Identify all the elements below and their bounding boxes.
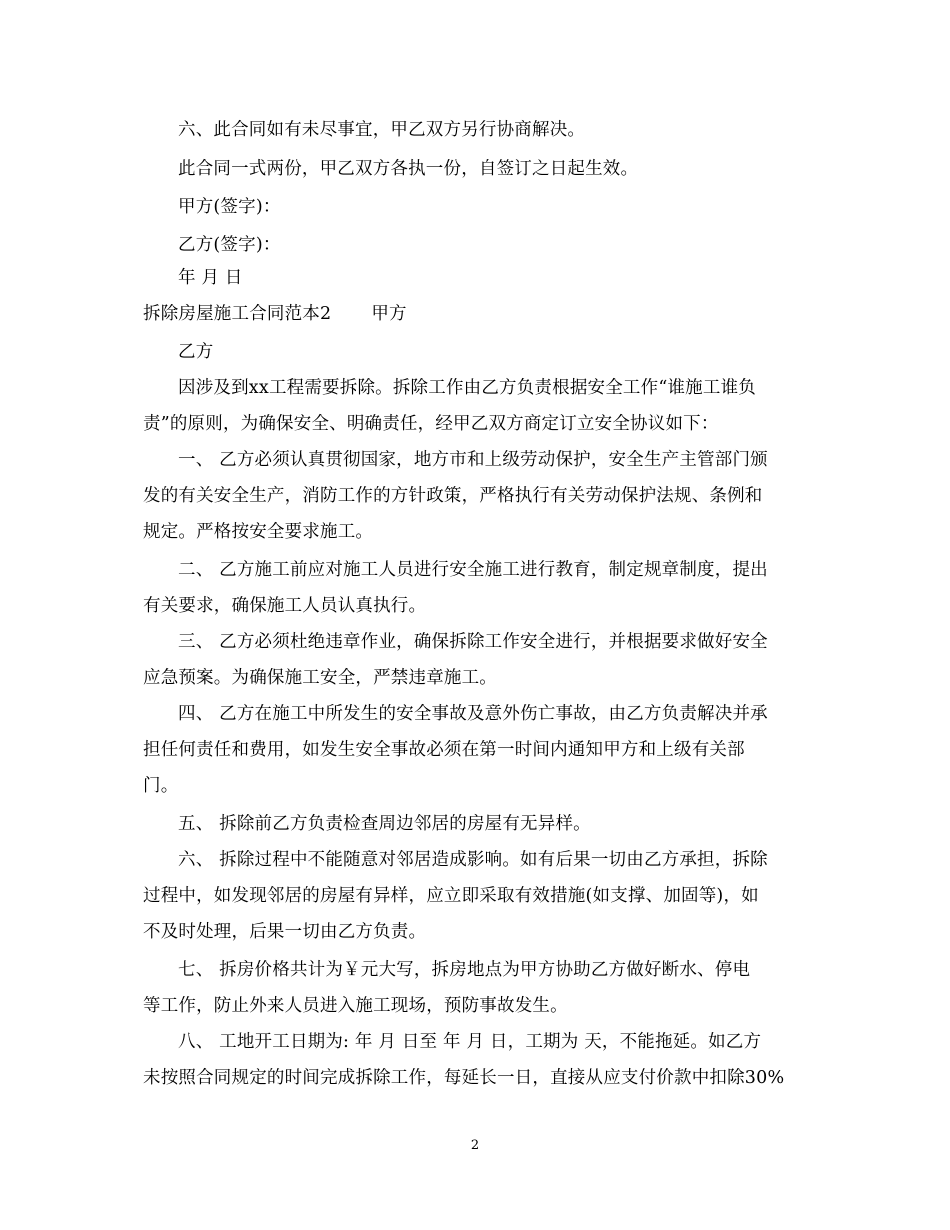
clause-6-line-1: 六、 拆除过程中不能随意对邻居造成影响。如有后果一切由乙方承担，拆除 (178, 850, 768, 870)
clause-2-line-2: 有关要求，确保施工人员认真执行。 (143, 596, 427, 616)
sample-2-party-b: 乙方 (178, 342, 214, 362)
intro-paragraph-line-2: 责”的原则，为确保安全、明确责任，经甲乙双方商定订立安全协议如下： (143, 414, 719, 434)
clause-6-supplement: 六、此合同如有未尽事宜，甲乙双方另行协商解决。 (178, 120, 586, 140)
sample-2-title: 拆除房屋施工合同范本2 (143, 304, 332, 324)
intro-paragraph-line-1: 因涉及到xx工程需要拆除。拆除工作由乙方负责根据安全工作“谁施工谁负 (178, 378, 756, 398)
clause-4-line-1: 四、 乙方在施工中所发生的安全事故及意外伤亡事故，由乙方负责解决并承 (178, 704, 768, 724)
clause-2-line-1: 二、 乙方施工前应对施工人员进行安全施工进行教育，制定规章制度，提出 (178, 560, 768, 580)
page-number: 2 (470, 1138, 480, 1153)
clause-4-line-3: 门。 (143, 776, 179, 796)
clause-8-line-1: 八、 工地开工日期为: 年 月 日至 年 月 日，工期为 天，不能拖延。如乙方 (178, 1032, 762, 1052)
clause-7-line-2: 等工作，防止外来人员进入施工现场，预防事故发生。 (143, 996, 568, 1016)
clause-6-line-2: 过程中，如发现邻居的房屋有异样，应立即采取有效措施(如支撑、加固等)，如 (143, 886, 759, 906)
sample-2-party-a: 甲方 (371, 304, 407, 324)
clause-1-line-3: 规定。严格按安全要求施工。 (143, 522, 374, 542)
clause-1-line-1: 一、 乙方必须认真贯彻国家，地方市和上级劳动保护，安全生产主管部门颁 (178, 450, 768, 470)
clause-6-line-3: 不及时处理，后果一切由乙方负责。 (143, 922, 427, 942)
date-line: 年 月 日 (178, 268, 243, 288)
clause-8-line-2: 未按照合同规定的时间完成拆除工作，每延长一日，直接从应支付价款中扣除30% (143, 1068, 785, 1088)
clause-3-line-1: 三、 乙方必须杜绝违章作业，确保拆除工作安全进行，并根据要求做好安全 (178, 632, 768, 652)
party-a-signature-line: 甲方(签字)： (178, 197, 281, 217)
sample-2-heading (143, 302, 407, 326)
clause-4-line-2: 担任何责任和费用，如发生安全事故必须在第一时间内通知甲方和上级有关部 (143, 740, 745, 760)
clause-3-line-2: 应急预案。为确保施工安全，严禁违章施工。 (143, 668, 497, 688)
clause-5-line-1: 五、 拆除前乙方负责检查周边邻居的房屋有无异样。 (178, 814, 591, 834)
party-b-signature-line: 乙方(签字)： (178, 235, 281, 255)
clause-1-line-2: 发的有关安全生产，消防工作的方针政策，严格执行有关劳动保护法规、条例和 (143, 486, 763, 506)
effective-clause: 此合同一式两份，甲乙双方各执一份，自签订之日起生效。 (178, 159, 639, 179)
clause-7-line-1: 七、 拆房价格共计为￥元大写，拆房地点为甲方协助乙方做好断水、停电 (178, 960, 751, 980)
